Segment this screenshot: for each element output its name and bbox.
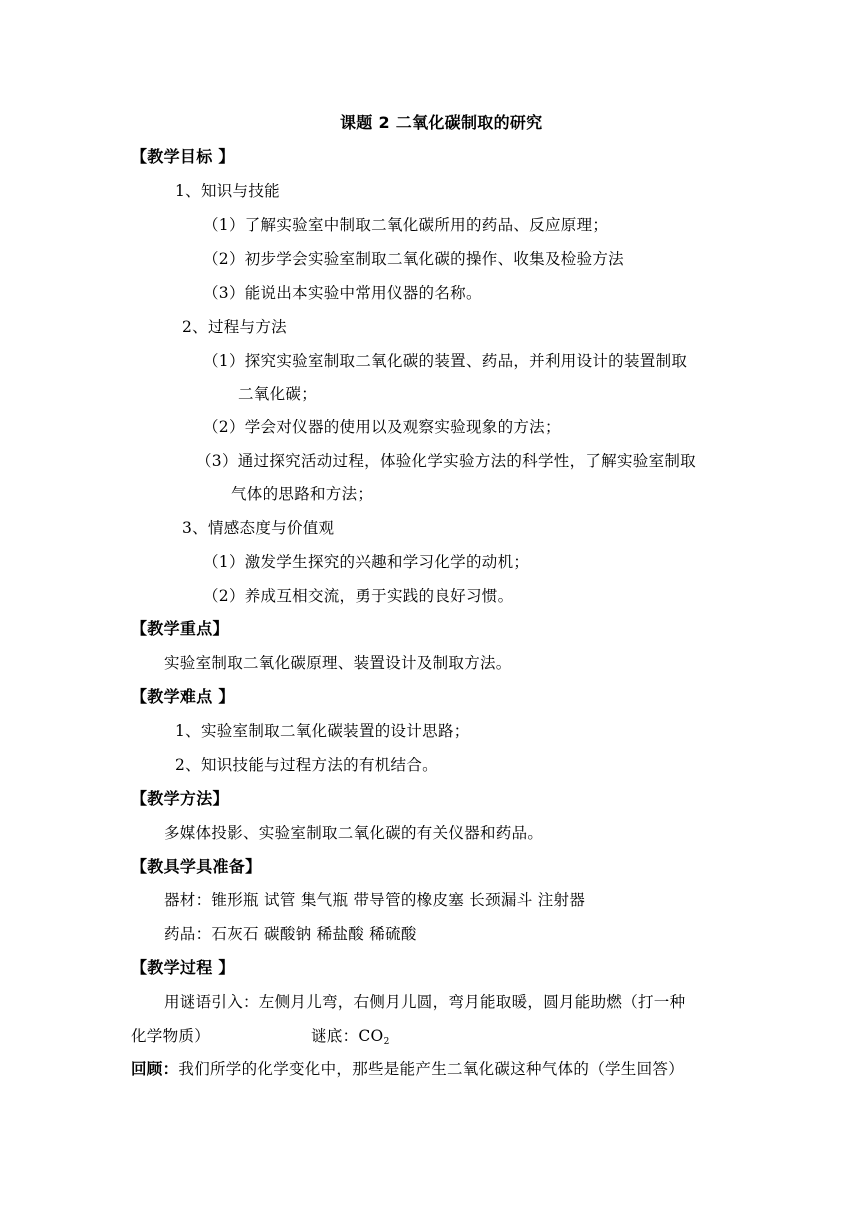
riddle-answer <box>311 1026 390 1046</box>
difficulties-item: 2、知识技能与过程方法的有机结合。 <box>175 756 438 774</box>
materials-heading: 【教具学具准备】 <box>131 857 262 876</box>
riddle-answer-subscript: 2 <box>383 1037 390 1047</box>
process-riddle-continuation: 化学物质） <box>131 1027 211 1045</box>
review-line <box>131 1059 684 1079</box>
objectives-item: （1）探究实验室制取二氧化碳的装置、药品，并利用设计的装置制取 <box>203 352 688 370</box>
objectives-item: （1）激发学生探究的兴趣和学习化学的动机； <box>203 553 530 571</box>
difficulties-item: 1、实验室制取二氧化碳装置的设计思路； <box>175 722 470 740</box>
review-label: 回顾： <box>131 1060 179 1078</box>
objectives-item: （1）了解实验室中制取二氧化碳所用的药品、反应原理； <box>203 216 609 234</box>
objectives-sub-attitude: 3、情感态度与价值观 <box>182 519 335 537</box>
riddle-answer-label: 谜底：CO <box>311 1027 384 1045</box>
objectives-item: （2）学会对仪器的使用以及观察实验现象的方法； <box>203 418 561 436</box>
methods-heading: 【教学方法】 <box>131 789 229 808</box>
objectives-item-continuation: 二氧化碳； <box>238 385 318 403</box>
page-title: 课题 2 二氧化碳制取的研究 <box>340 113 543 132</box>
process-riddle: 用谜语引入：左侧月儿弯，右侧月儿圆，弯月能取暖，圆月能助燃（打一种 <box>164 993 686 1011</box>
objectives-heading: 【教学目标 】 <box>131 147 235 166</box>
objectives-item-continuation: 气体的思路和方法； <box>231 485 374 503</box>
key-points-text: 实验室制取二氧化碳原理、装置设计及制取方法。 <box>164 654 512 672</box>
materials-equipment: 器材：锥形瓶 试管 集气瓶 带导管的橡皮塞 长颈漏斗 注射器 <box>164 891 586 909</box>
review-text: 我们所学的化学变化中，那些是能产生二氧化碳这种气体的（学生回答） <box>178 1060 685 1078</box>
process-heading: 【教学过程 】 <box>131 958 235 977</box>
objectives-item: （2）养成互相交流，勇于实践的良好习惯。 <box>203 587 514 605</box>
objectives-item: （2）初步学会实验室制取二氧化碳的操作、收集及检验方法 <box>203 250 624 268</box>
materials-chemicals: 药品：石灰石 碳酸钠 稀盐酸 稀硫酸 <box>164 925 417 943</box>
objectives-item: （3）能说出本实验中常用仪器的名称。 <box>203 284 482 302</box>
methods-text: 多媒体投影、实验室制取二氧化碳的有关仪器和药品。 <box>164 824 544 842</box>
difficulties-heading: 【教学难点 】 <box>131 687 235 706</box>
objectives-sub-knowledge: 1、知识与技能 <box>175 182 280 200</box>
objectives-sub-process: 2、过程与方法 <box>182 318 287 336</box>
objectives-item: （3）通过探究活动过程，体验化学实验方法的科学性，了解实验室制取 <box>196 452 696 470</box>
key-points-heading: 【教学重点】 <box>131 619 229 638</box>
